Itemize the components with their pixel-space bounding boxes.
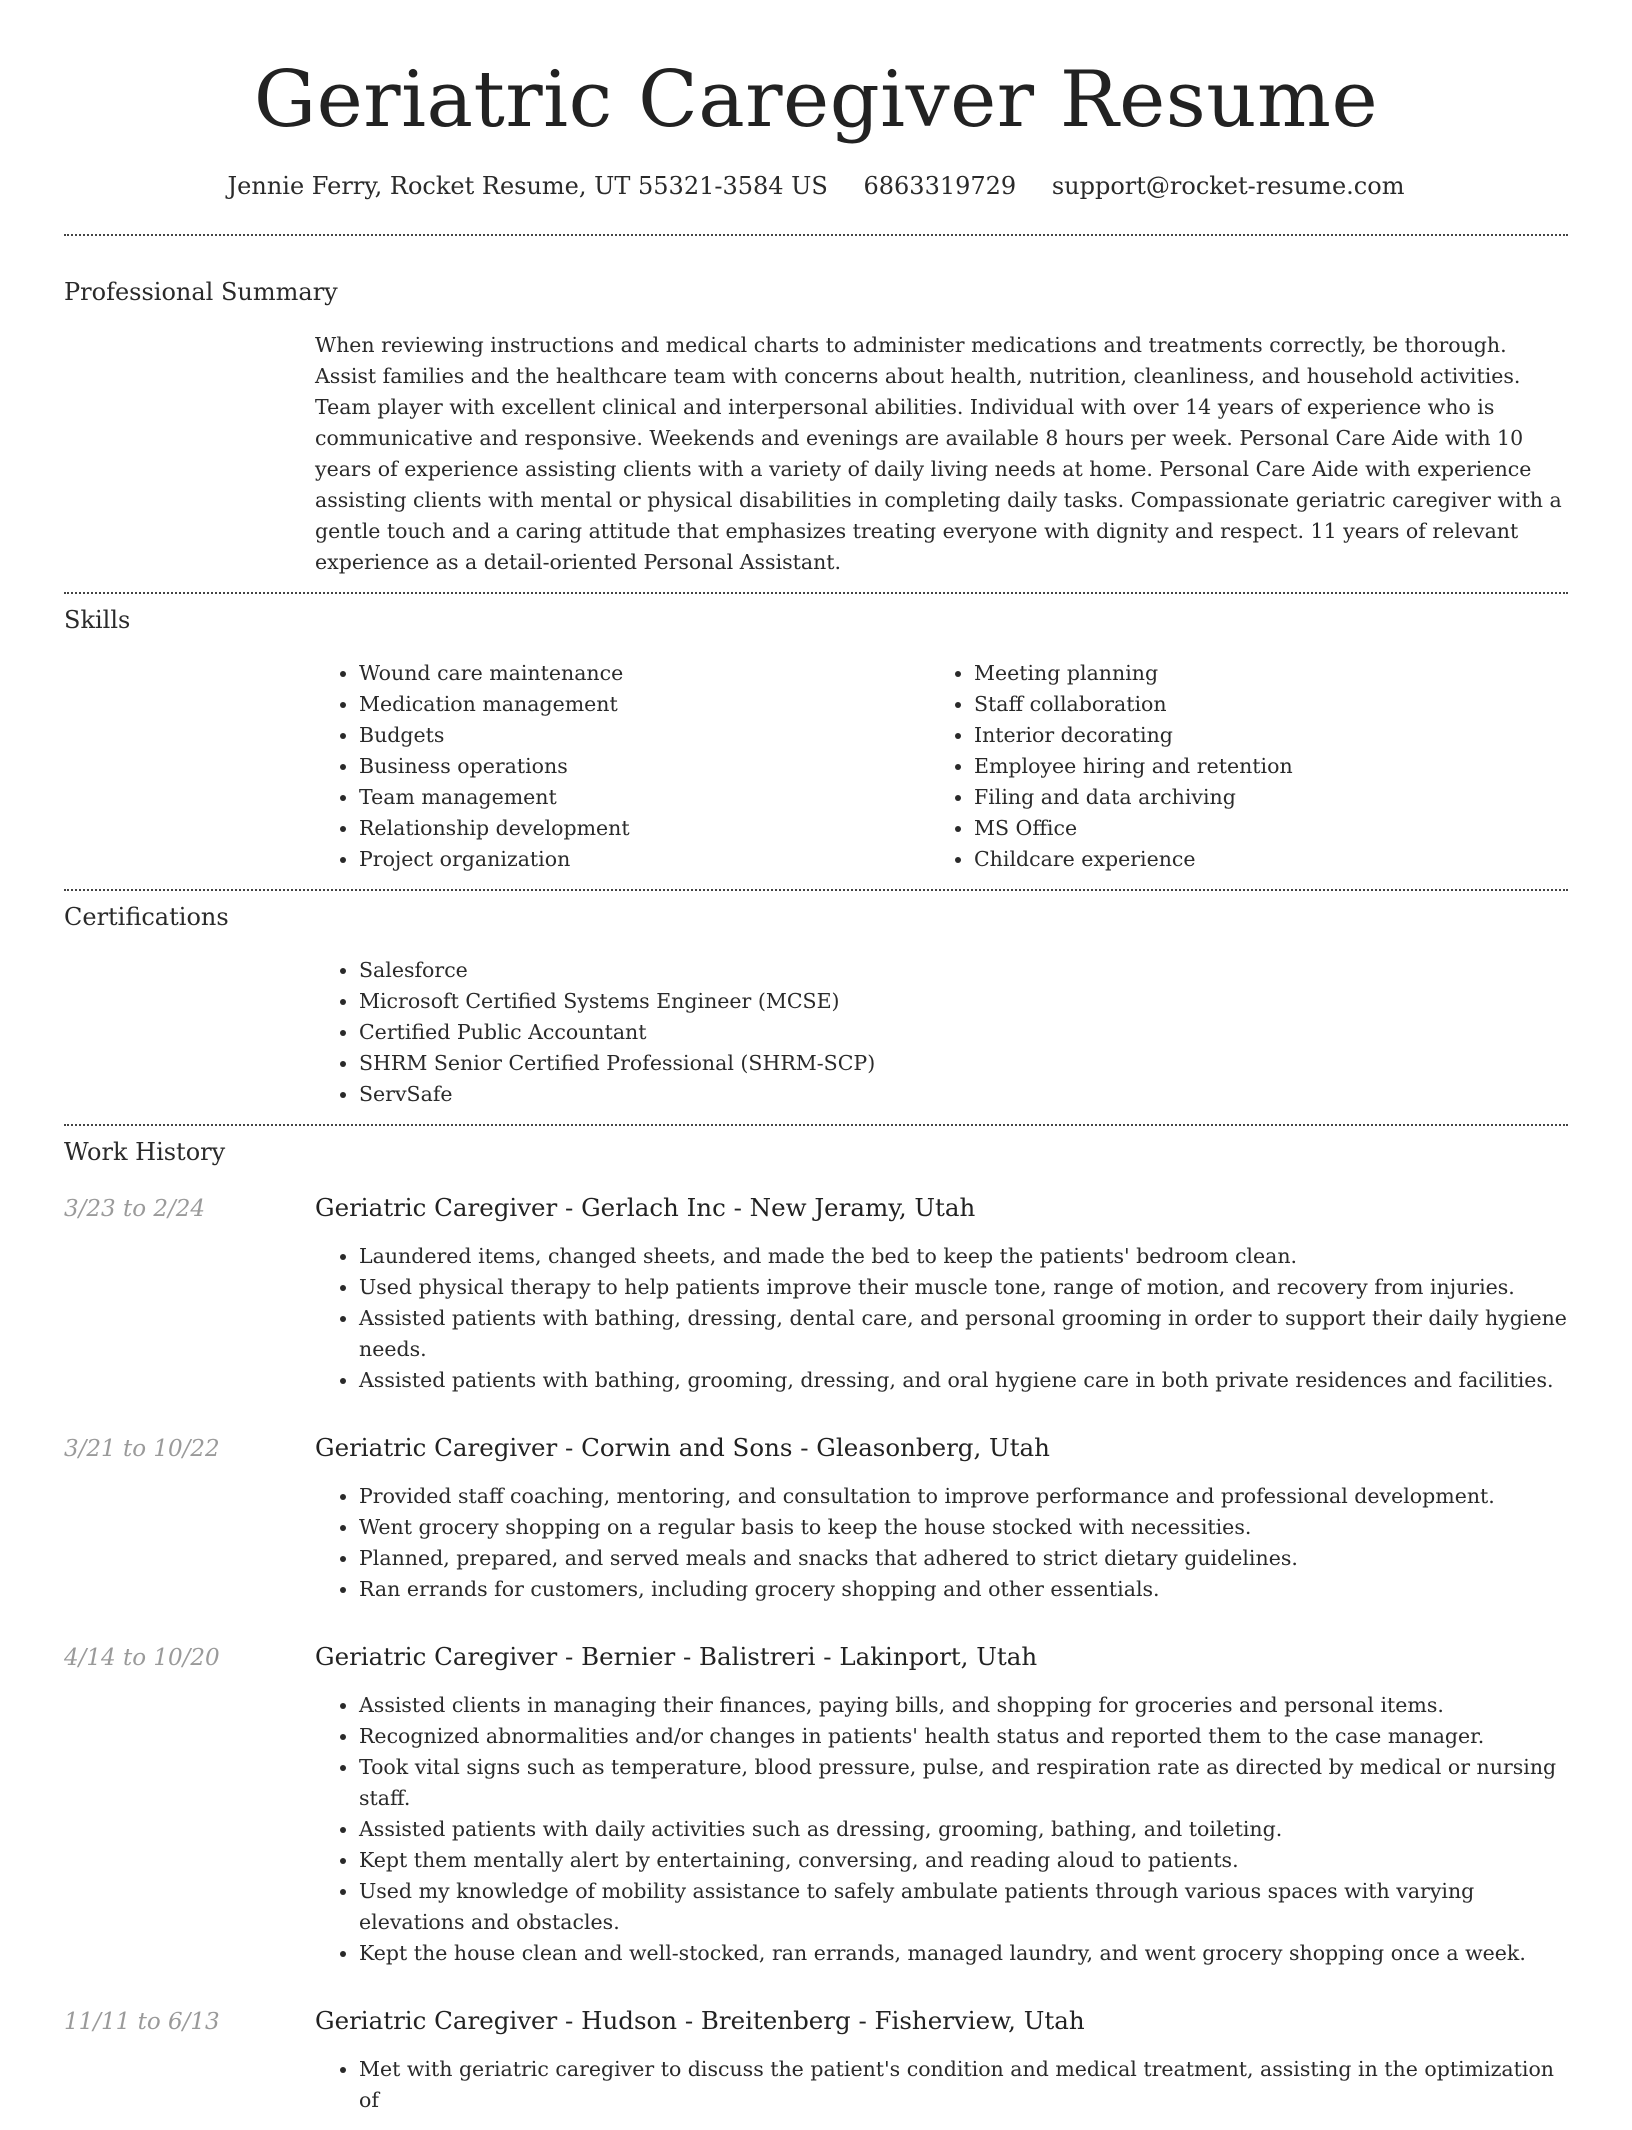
list-item: • Filing and data archiving xyxy=(974,782,1568,813)
job-bullets xyxy=(315,1481,1568,1605)
list-item: • Salesforce xyxy=(359,955,1568,986)
job-title: Geriatric Caregiver - Bernier - Balistreri - Lakinport, Utah xyxy=(315,1642,1038,1671)
list-item: • Assisted clients in managing their finances, paying bills, and shopping for groceries and personal items. xyxy=(359,1690,1568,1721)
list-item: • Certified Public Accountant xyxy=(359,1017,1568,1048)
list-item: • Childcare experience xyxy=(974,844,1568,875)
contact-line xyxy=(64,170,1568,202)
list-item: • Interior decorating xyxy=(974,720,1568,751)
job-date: 11/11 to 6/13 xyxy=(64,2009,220,2035)
list-item: • Planned, prepared, and served meals and snacks that adhered to strict dietary guidelines. xyxy=(359,1543,1568,1574)
job-date: 4/14 to 10/20 xyxy=(64,1645,220,1671)
list-item: • Ran errands for customers, including grocery shopping and other essentials. xyxy=(359,1574,1568,1605)
section-heading: Professional Summary xyxy=(64,278,338,306)
list-item: • Project organization xyxy=(359,844,930,875)
list-item: • Meeting planning xyxy=(974,658,1568,689)
list-item: • Assisted patients with bathing, dressing, dental care, and personal grooming in order to support their daily hygiene needs. xyxy=(359,1303,1568,1365)
list-item: • Took vital signs such as temperature, blood pressure, pulse, and respiration rate as directed by medical or nursing staff. xyxy=(359,1752,1568,1814)
job-entry xyxy=(64,1192,1568,1396)
list-item: • Provided staff coaching, mentoring, and consultation to improve performance and professional development. xyxy=(359,1481,1568,1512)
list-item: • Staff collaboration xyxy=(974,689,1568,720)
list-item: • Kept them mentally alert by entertaining, conversing, and reading aloud to patients. xyxy=(359,1845,1568,1876)
job-title: Geriatric Caregiver - Hudson - Breitenberg - Fisherview, Utah xyxy=(315,2006,1085,2035)
list-item: • Team management xyxy=(359,782,930,813)
list-item: • SHRM Senior Certified Professional (SHRM-SCP) xyxy=(359,1048,1568,1079)
skills-list-right xyxy=(930,658,1568,875)
job-date: 3/23 to 2/24 xyxy=(64,1196,206,1222)
summary-text: When reviewing instructions and medical charts to administer medications and treatments correctly, be thorough. Assist families and the healthcare team with concerns about health, nutrition, cleanliness, and household activities. Team player with excellent clinical and interpersonal abilities. Individual with over 14 years of experience who is communicative and responsive. Weekends and evenings are available 8 hours per week. Personal Care Aide with 10 years of experience assisting clients with a variety of daily living needs at home. Personal Care Aide with experience assisting clients with mental or physical disabilities in completing daily tasks. Compassionate geriatric caregiver with a gentle touch and a caring attitude that emphasizes treating everyone with dignity and respect. 11 years of relevant experience as a detail-oriented Personal Assistant. xyxy=(315,333,1562,574)
list-item: • Relationship development xyxy=(359,813,930,844)
list-item: • Kept the house clean and well-stocked, ran errands, managed laundry, and went grocery shopping once a week. xyxy=(359,1938,1568,1969)
contact-address: Jennie Ferry, Rocket Resume, UT 55321-3584 US xyxy=(227,172,828,200)
list-item: • Used my knowledge of mobility assistance to safely ambulate patients through various spaces with varying elevations and obstacles. xyxy=(359,1876,1568,1938)
list-item: • Medication management xyxy=(359,689,930,720)
list-item: • Went grocery shopping on a regular basis to keep the house stocked with necessities. xyxy=(359,1512,1568,1543)
contact-email: support@rocket-resume.com xyxy=(1051,172,1405,200)
list-item: • Used physical therapy to help patients improve their muscle tone, range of motion, and recovery from injuries. xyxy=(359,1272,1568,1303)
job-date: 3/21 to 10/22 xyxy=(64,1436,220,1462)
skills-list-left xyxy=(315,658,930,875)
contact-phone: 6863319729 xyxy=(863,172,1017,200)
list-item: • Laundered items, changed sheets, and made the bed to keep the patients' bedroom clean. xyxy=(359,1241,1568,1272)
job-entry xyxy=(64,2005,1568,2116)
certifications-section xyxy=(64,891,1568,1124)
list-item: • MS Office xyxy=(974,813,1568,844)
list-item: • Met with geriatric caregiver to discuss the patient's condition and medical treatment, assisting in the optimization of xyxy=(359,2054,1568,2116)
job-bullets xyxy=(315,1690,1568,1969)
work-history-section xyxy=(64,1126,1568,2130)
section-heading: Certifications xyxy=(64,903,229,931)
list-item: • Budgets xyxy=(359,720,930,751)
section-heading: Skills xyxy=(64,606,131,634)
list-item: • Assisted patients with bathing, grooming, dressing, and oral hygiene care in both private residences and facilities. xyxy=(359,1365,1568,1396)
section-heading: Work History xyxy=(64,1138,226,1166)
job-title: Geriatric Caregiver - Corwin and Sons - Gleasonberg, Utah xyxy=(315,1433,1050,1462)
list-item: • Business operations xyxy=(359,751,930,782)
job-entry xyxy=(64,1432,1568,1605)
list-item: • Wound care maintenance xyxy=(359,658,930,689)
list-item: • Employee hiring and retention xyxy=(974,751,1568,782)
job-title: Geriatric Caregiver - Gerlach Inc - New Jeramy, Utah xyxy=(315,1193,976,1222)
job-entry xyxy=(64,1641,1568,1969)
resume-title: Geriatric Caregiver Resume xyxy=(253,55,1379,145)
list-item: • Microsoft Certified Systems Engineer (MCSE) xyxy=(359,986,1568,1017)
list-item: • Assisted patients with daily activities such as dressing, grooming, bathing, and toileting. xyxy=(359,1814,1568,1845)
list-item: • Recognized abnormalities and/or changes in patients' health status and reported them to the case manager. xyxy=(359,1721,1568,1752)
job-bullets xyxy=(315,1241,1568,1396)
professional-summary-section xyxy=(64,236,1568,592)
skills-section xyxy=(64,594,1568,889)
list-item: • ServSafe xyxy=(359,1079,1568,1110)
job-bullets xyxy=(315,2054,1568,2116)
certifications-list xyxy=(315,955,1568,1110)
